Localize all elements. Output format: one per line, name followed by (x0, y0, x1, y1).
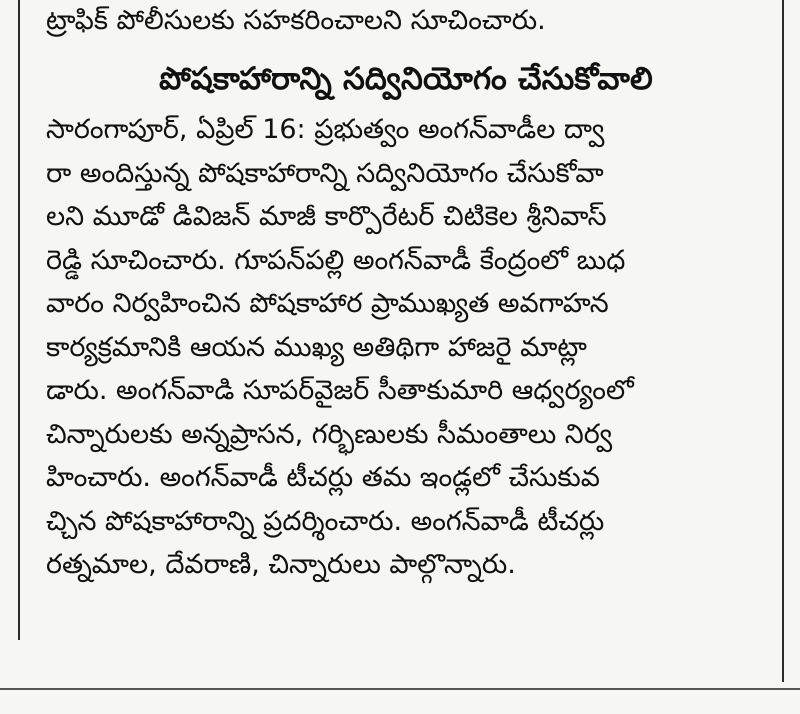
bottom-rule (0, 688, 800, 690)
article-body-line: సారంగాపూర్, ఏప్రిల్ 16: ప్రభుత్వం అంగన్‌వాడీల ద్వా (46, 114, 605, 145)
article-clipping (46, 0, 766, 587)
article-body-line: లని మూడో డివిజన్ మాజీ కార్పొరేటర్ చిటికెల శ్రీనివాస్ (46, 201, 607, 232)
article-body-line: చిన్నారులకు అన్నప్రాసన, గర్భిణులకు సీమంతాలు నిర్వ (46, 418, 613, 450)
previous-article-last-line: ట్రాఫిక్ పోలీసులకు సహకరించాలని సూచించారు. (46, 5, 546, 36)
article-body-line: కార్యక్రమానికి ఆయన ముఖ్య అతిథిగా హాజరై మాట్లా (46, 331, 587, 363)
article-body-line: రత్నమాల, దేవరాణి, చిన్నారులు పాల్గొన్నారు. (46, 549, 516, 580)
article-body (46, 108, 766, 587)
right-column-rule (782, 0, 784, 682)
left-column-rule (18, 0, 20, 640)
article-body-line: వారం నిర్వహించిన పోషకాహార ప్రాముఖ్యత అవగాహన (46, 288, 609, 319)
article-body-line: హించారు. అంగన్‌వాడీ టీచర్లు తమ ఇండ్లలో చేసుకువ (46, 462, 600, 493)
article-body-line: డారు. అంగన్‌వాడి సూపర్‌వైజర్ సీతాకుమారి ఆధ్వర్యంలో (46, 375, 634, 406)
article-headline: పోషకాహారాన్ని సద్వినియోగం చేసుకోవాలి (159, 61, 653, 97)
article-body-line: రా అందిస్తున్న పోషకాహారాన్ని సద్వినియోగం చేసుకోవా (46, 157, 604, 189)
article-body-line: చ్చిన పోషకాహారాన్ని ప్రదర్శించారు. అంగన్‌వాడీ టీచర్లు (46, 505, 605, 537)
article-body-line: రెడ్డి సూచించారు. గూపన్‌పల్లి అంగన్‌వాడీ కేంద్రంలో బుధ (46, 244, 626, 276)
